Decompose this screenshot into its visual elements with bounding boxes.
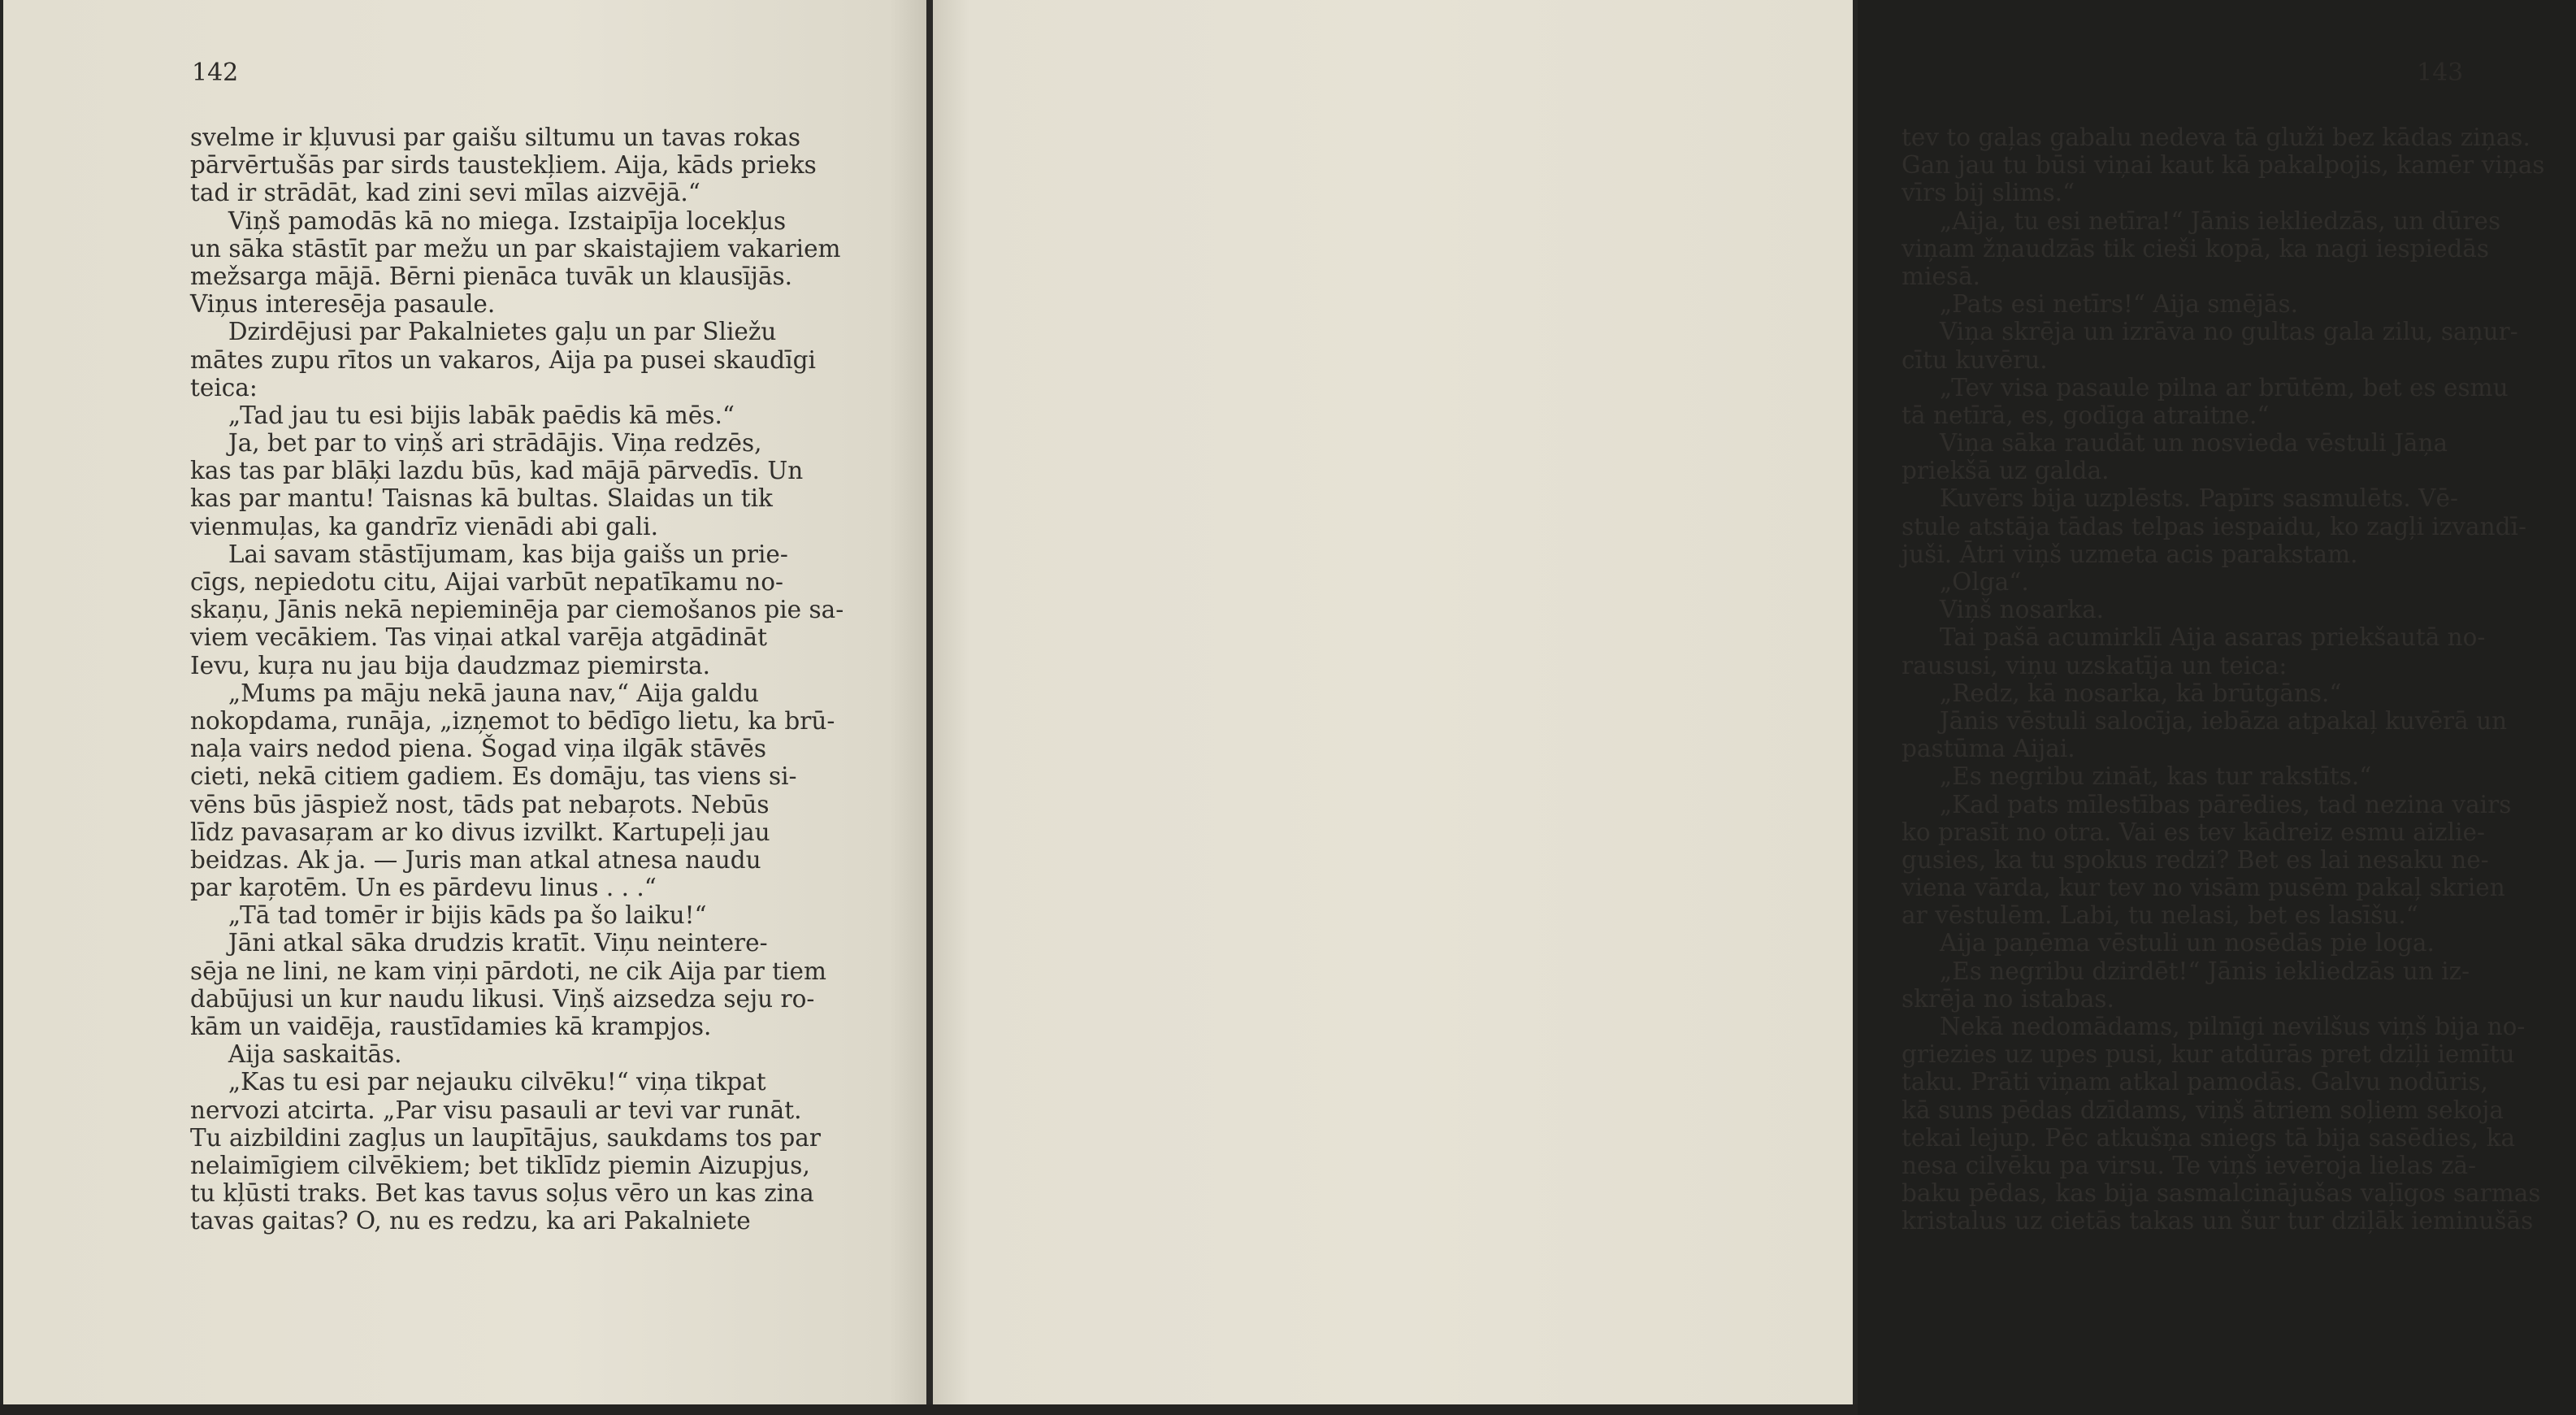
text-line: „Redz, kā nosarka, kā brūtgāns.“ bbox=[1902, 679, 2342, 707]
text-line: Aija paņēma vēstuli un nosēdās pie loga. bbox=[1902, 929, 2435, 957]
text-line: viņam žņaudzās tik cieši kopā, ka nagi iespiedās bbox=[1902, 234, 2490, 263]
text-line: tev to gaļas gabalu nedeva tā gluži bez kādas ziņas. bbox=[1902, 124, 2530, 151]
text-line: kas tas par blāķi lazdu būs, kad mājā pārvedīs. Un bbox=[190, 457, 804, 485]
text-line: pastūma Aijai. bbox=[1902, 735, 2075, 763]
text-line: tekai lejup. Pēc atkušņa sniegs tā bija sasēdies, ka bbox=[1902, 1123, 2516, 1152]
text-line: ko prasīt no otra. Vai es tev kādreiz esmu aizlie- bbox=[1902, 818, 2485, 846]
text-line: „Kad pats mīlestības pārēdies, tad nezina vairs bbox=[1902, 790, 2512, 818]
text-line: vēns būs jāspiež nost, tāds pat nebaŗots. Nebūs bbox=[190, 790, 770, 818]
text-line: Gan jau tu būsi viņai kaut kā pakalpojis, kamēr viņas bbox=[1902, 151, 2545, 180]
text-line: „Tad jau tu esi bijis labāk paēdis kā mēs.“ bbox=[190, 401, 735, 429]
page-text bbox=[1902, 124, 2576, 1235]
text-line: „Olga“. bbox=[1902, 568, 2029, 596]
text-line: nelaimīgiem cilvēkiem; bet tiklīdz piemin Aizupjus, bbox=[190, 1151, 810, 1179]
text-line: dabūjusi un kur naudu likusi. Viņš aizsedza seju ro- bbox=[190, 984, 815, 1013]
text-line: beidzas. Ak ja. — Juris man atkal atnesa naudu bbox=[190, 845, 761, 874]
text-line: mātes zupu rītos un vakaros, Aija pa pusei skaudīgi bbox=[190, 345, 816, 374]
text-line: kas par mantu! Taisnas kā bultas. Slaidas un tik bbox=[190, 484, 773, 513]
left-page bbox=[3, 0, 926, 1410]
text-line: Lai savam stāstījumam, kas bija gaišs un prie- bbox=[190, 540, 788, 568]
text-line: pārvērtušās par sirds taustekļiem. Aija, kāds prieks bbox=[190, 151, 817, 180]
text-line: gusies, ka tu spokus redzi? Bet es lai nesaku ne- bbox=[1902, 845, 2489, 874]
text-line: „Pats esi netīrs!“ Aija smējās. bbox=[1902, 290, 2299, 319]
page-number: 143 bbox=[2417, 59, 2464, 87]
text-line: Aija saskaitās. bbox=[190, 1040, 402, 1069]
text-line: nokopdama, runāja, „izņemot to bēdīgo lietu, ka brū- bbox=[190, 706, 835, 735]
text-line: baku pēdas, kas bija sasmalcinājušas vaļīgos sarmas bbox=[1902, 1179, 2541, 1208]
text-line: ar vēstulēm. Labi, tu nelasi, bet es lasīšu.“ bbox=[1902, 901, 2418, 930]
text-line: Viņš pamodās kā no miega. Izstaipīja locekļus bbox=[190, 206, 787, 235]
text-line: svelme ir kļuvusi par gaišu siltumu un tavas rokas bbox=[190, 124, 800, 151]
text-line: „Tev visa pasaule pilna ar brūtēm, bet es esmu bbox=[1902, 373, 2509, 401]
text-line: sēja ne lini, ne kam viņi pārdoti, ne cik Aija par tiem bbox=[190, 957, 826, 985]
text-line: par kaŗotēm. Un es pārdevu linus . . .“ bbox=[190, 874, 657, 902]
text-line: kā suns pēdas dzīdams, viņš ātriem soļiem sekoja bbox=[1902, 1096, 2504, 1124]
page-text bbox=[190, 124, 873, 1235]
text-line: „Mums pa māju nekā jauna nav,“ Aija galdu bbox=[190, 679, 760, 707]
text-line: Tu aizbildini zagļus un laupītājus, saukdams tos par bbox=[190, 1123, 821, 1152]
text-line: skrēja no istabas. bbox=[1902, 984, 2114, 1013]
text-line: teica: bbox=[190, 373, 258, 401]
text-line: Viņus interesēja pasaule. bbox=[190, 290, 496, 319]
right-page bbox=[933, 0, 2545, 1410]
text-line: Viņa skrēja un izrāva no gultas gala zilu, saņur- bbox=[1902, 318, 2518, 346]
text-line: nesa cilvēku pa virsu. Te viņš ievēroja lielas zā- bbox=[1902, 1151, 2477, 1179]
text-line: „Es negribu zināt, kas tur rakstīts.“ bbox=[1902, 762, 2372, 791]
text-line: „Aija, tu esi netīra!“ Jānis iekliedzās, un dūres bbox=[1902, 206, 2501, 235]
text-line: Ievu, kuŗa nu jau bija daudzmaz piemirsta. bbox=[190, 651, 711, 679]
text-line: taku. Prāti viņam atkal pamodās. Galvu nodūris, bbox=[1902, 1068, 2488, 1096]
text-line: Ja, bet par to viņš ari strādājis. Viņa redzēs, bbox=[190, 429, 762, 458]
text-line: stule atstāja tādas telpas iespaidu, ko zagļi izvandī- bbox=[1902, 512, 2526, 540]
text-line: „Kas tu esi par nejauku cilvēku!“ viņa tikpat bbox=[190, 1068, 766, 1096]
text-line: viem vecākiem. Tas viņai atkal varēja atgādināt bbox=[190, 623, 767, 652]
text-line: Dzirdējusi par Pakalnietes gaļu un par Sliežu bbox=[190, 318, 777, 346]
text-line: tu kļūsti traks. Bet kas tavus soļus vēro un kas zina bbox=[190, 1179, 814, 1208]
text-line: Tai pašā acumirklī Aija asaras priekšautā no- bbox=[1902, 623, 2486, 652]
text-line: priekšā uz galda. bbox=[1902, 457, 2110, 485]
text-line: juši. Ātri viņš uzmeta acis parakstam. bbox=[1902, 540, 2358, 568]
text-line: vīrs bij slims.“ bbox=[1902, 179, 2075, 207]
text-line: griezies uz upes pusi, kur atdūrās pret dziļi iemītu bbox=[1902, 1040, 2515, 1069]
text-line: miesā. bbox=[1902, 262, 1980, 290]
text-line: Kuvērs bija uzplēsts. Papīrs sasmulēts. Vē- bbox=[1902, 484, 2458, 513]
text-line: „Tā tad tomēr ir bijis kāds pa šo laiku!“ bbox=[190, 901, 707, 930]
text-line: tad ir strādāt, kad zini sevi mīlas aizvējā.“ bbox=[190, 179, 700, 207]
text-line: „Es negribu dzirdēt!“ Jānis iekliedzās un iz- bbox=[1902, 957, 2470, 985]
text-line: līdz pavasaŗam ar ko divus izvilkt. Kartupeļi jau bbox=[190, 818, 770, 846]
text-line: kām un vaidēja, raustīdamies kā krampjos. bbox=[190, 1013, 712, 1040]
text-line: cieti, nekā citiem gadiem. Es domāju, tas viens si- bbox=[190, 762, 797, 791]
text-line: un sāka stāstīt par mežu un par skaistajiem vakariem bbox=[190, 234, 841, 263]
text-line: Viņa sāka raudāt un nosvieda vēstuli Jāņa bbox=[1902, 429, 2448, 458]
text-line: mežsarga mājā. Bērni pienāca tuvāk un klausījās. bbox=[190, 262, 793, 290]
text-line: tavas gaitas? O, nu es redzu, ka ari Pakalniete bbox=[190, 1207, 751, 1235]
text-line: kristalus uz cietās takas un šur tur dziļāk ieminušās bbox=[1902, 1207, 2534, 1235]
text-line: raususi, viņu uzskatīja un teica: bbox=[1902, 651, 2288, 679]
text-line: Nekā nedomādams, pilnīgi nevilšus viņš bija no- bbox=[1902, 1013, 2526, 1040]
text-line: Jāni atkal sāka drudzis kratīt. Viņu neintere- bbox=[190, 929, 768, 957]
text-line: vienmuļas, ka gandrīz vienādi abi gali. bbox=[190, 512, 658, 540]
book-gutter bbox=[926, 0, 933, 1415]
text-line: Jānis vēstuli salocīja, iebāza atpakaļ kuvērā un bbox=[1902, 706, 2508, 735]
text-line: skaņu, Jānis nekā nepieminēja par ciemošanos pie sa- bbox=[190, 596, 844, 624]
page-number: 142 bbox=[192, 59, 239, 87]
text-line: cītu kuvēru. bbox=[1902, 345, 2048, 374]
text-line: cīgs, nepiedotu citu, Aijai varbūt nepatīkamu no- bbox=[190, 568, 783, 596]
text-line: Viņš nosarka. bbox=[1902, 596, 2105, 624]
text-line: naļa vairs nedod piena. Šogad viņa ilgāk stāvēs bbox=[190, 735, 766, 763]
scan-bottom-edge bbox=[0, 1404, 1858, 1415]
text-line: viena vārda, kur tev no visām pusēm pakaļ skrien bbox=[1902, 874, 2505, 902]
text-line: nervozi atcirta. „Par visu pasauli ar tevi var runāt. bbox=[190, 1096, 802, 1124]
text-line: tā netīrā, es, godīga atraitne.“ bbox=[1902, 401, 2270, 429]
